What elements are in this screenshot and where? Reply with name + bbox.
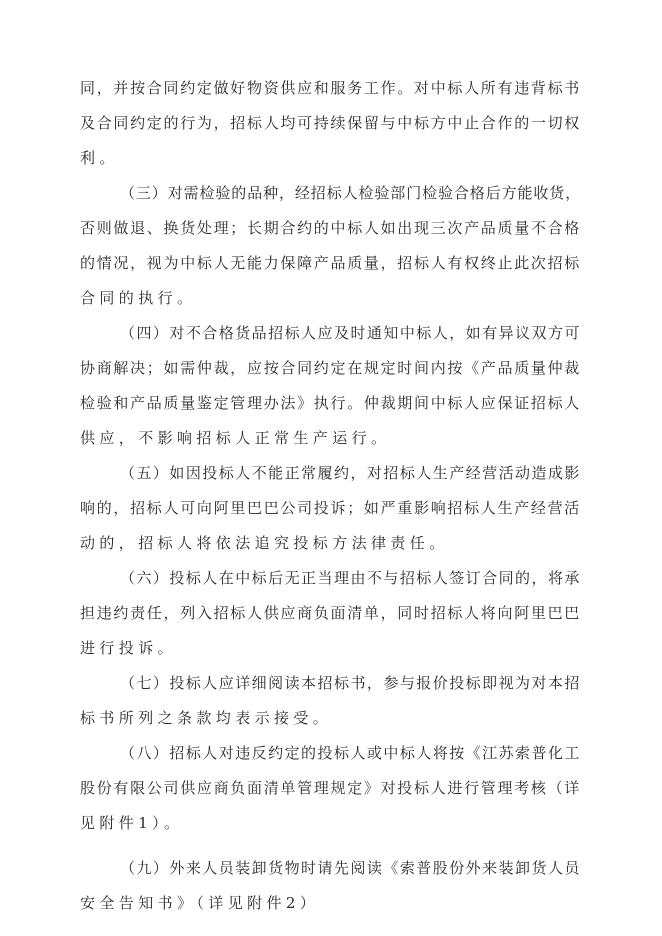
text-line: 检验和产品质量鉴定管理办法》执行。仲裁期间中标人应保证招标人 (80, 394, 582, 412)
paragraph (80, 461, 582, 566)
text-line: 合同的执行。 (80, 289, 197, 307)
paragraph (80, 181, 582, 321)
text-line: 股份有限公司供应商负面清单管理规定》对投标人进行管理考核（详 (80, 779, 582, 797)
text-line: （四）对不合格货品招标人应及时通知中标人，如有异议双方可 (120, 324, 581, 342)
text-line: 见附件1）。 (80, 814, 184, 832)
text-line: 担违约责任，列入招标人供应商负面清单，同时招标人将向阿里巴巴 (80, 604, 582, 622)
text-line: 利。 (80, 149, 119, 167)
text-line: 否则做退、换货处理；长期合约的中标人如出现三次产品质量不合格 (80, 219, 582, 237)
text-line: 协商解决；如需仲裁，应按合同约定在规定时间内按《产品质量仲裁 (80, 359, 582, 377)
text-line: （九）外来人员装卸货物时请先阅读《索普股份外来装卸货人员 (120, 859, 581, 877)
text-line: 供应，不影响招标人正常生产运行。 (80, 429, 391, 447)
paragraph (80, 76, 582, 181)
text-line: 安全告知书》（详见附件2） (80, 894, 320, 912)
document-body (80, 76, 582, 926)
text-line: （八）招标人对违反约定的投标人或中标人将按《江苏索普化工 (120, 744, 581, 762)
text-line: 及合同约定的行为，招标人均可持续保留与中标方中止合作的一切权 (80, 114, 582, 132)
text-line: 动的，招标人将依法追究投标方法律责任。 (80, 534, 449, 552)
text-line: 同，并按合同约定做好物资供应和服务工作。对中标人所有违背标书 (80, 79, 582, 97)
text-line: 标书所列之条款均表示接受。 (80, 709, 333, 727)
paragraph (80, 741, 582, 846)
paragraph (80, 856, 582, 926)
text-line: （六）投标人在中标后无正当理由不与招标人签订合同的，将承 (120, 569, 581, 587)
text-line: 响的，招标人可向阿里巴巴公司投诉；如严重影响招标人生产经营活 (80, 499, 582, 517)
text-line: （三）对需检验的品种，经招标人检验部门检验合格后方能收货， (120, 184, 582, 202)
paragraph (80, 321, 582, 461)
text-line: （七）投标人应详细阅读本招标书，参与报价投标即视为对本招 (120, 674, 581, 692)
text-line: 的情况，视为中标人无能力保障产品质量，招标人有权终止此次招标 (80, 254, 582, 272)
paragraph (80, 671, 582, 741)
text-line: 进行投诉。 (80, 639, 178, 657)
text-line: （五）如因投标人不能正常履约，对招标人生产经营活动造成影 (120, 464, 581, 482)
paragraph (80, 566, 582, 671)
